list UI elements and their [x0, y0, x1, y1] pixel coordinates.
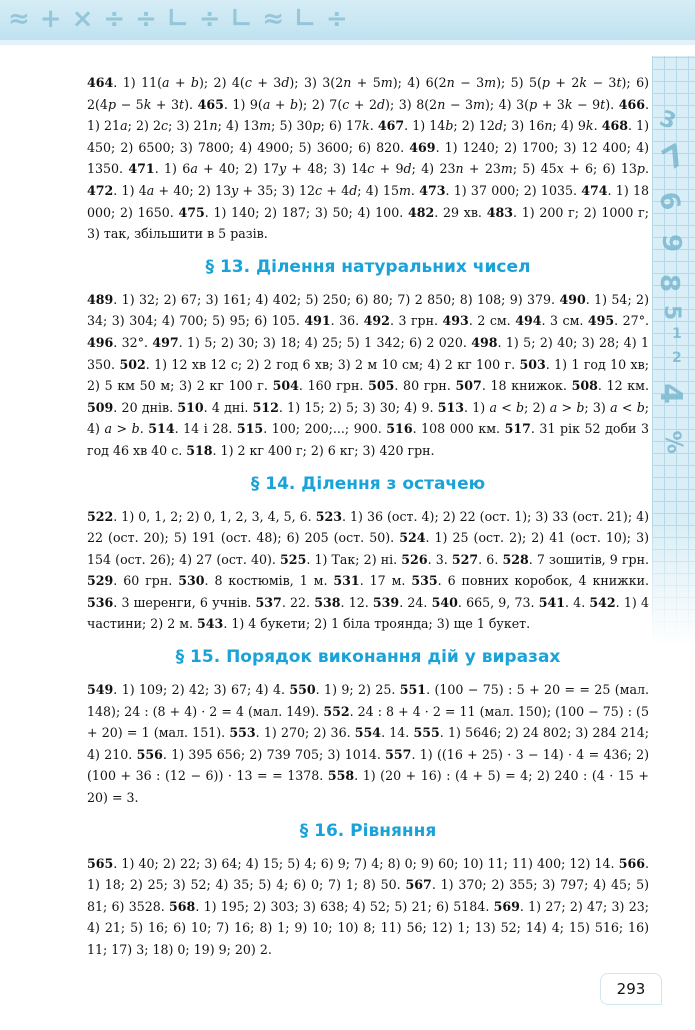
margin-glyph: 2	[672, 350, 682, 366]
answers-content	[87, 72, 649, 961]
section-15	[87, 635, 649, 809]
answers-paragraph: 565. 1) 40; 2) 22; 3) 64; 4) 15; 5) 4; 6) 9; 7) 4; 8) 0; 9) 60; 10) 11; 11) 400; 12) 14. 566. 1) 18; 2) 25; 3) 52; 4) 35; 5) 4; 6) 0; 7) 1; 8) 50. 567. 1) 370; 2) 355; 3) 797; 4) 45; 5) 81; 6) 3528. 568. 1) 195; 2) 303; 3) 638; 4) 52; 5) 21; 6) 5184. 569. 1) 27; 2) 47; 3) 23; 4) 21; 5) 16; 6) 10; 7) 16; 8) 1; 9) 10; 10) 8; 11) 56; 12) 1; 13) 52; 14) 4; 15) 516; 16) 11; 17) 3; 18) 0; 19) 9; 20) 2.	[87, 855, 649, 957]
answers-paragraph: 549. 1) 109; 2) 42; 3) 67; 4) 4. 550. 1) 9; 2) 25. 551. (100 − 75) : 5 + 20 = = 25 (мал. 148); 24 : (8 + 4) · 2 = 4 (мал. 149). 552. 24 : 8 + 4 · 2 = 11 (мал. 150); (100 − 75) : (5 + 20) = 1 (мал. 151). 553. 1) 270; 2) 36. 554. 14. 555. 1) 5646; 2) 24 802; 3) 284 214; 4) 210. 556. 1) 395 656; 2) 739 705; 3) 1014. 557. 1) ((16 + 25) · 3 − 14) · 4 = 436; 2) (100 + 36 : (12 − 6)) · 13 = = 1378. 558. 1) (20 + 16) : (4 + 5) = 4; 2) 240 : (4 · 15 + 20) = 3.	[87, 682, 650, 806]
header-divider	[0, 40, 695, 45]
answers-paragraph: 464. 1) 11(a + b); 2) 4(c + 3d); 3) 3(2n + 5m); 4) 6(2n − 3m); 5) 5(p + 2k − 3t); 6) 2(4p − 5k + 3t). 465. 1) 9(a + b); 2) 7(c + 2d); 3) 8(2n − 3m); 4) 3(p + 3k − 9t). 466. 1) 21a; 2) 2c; 3) 21n; 4) 13m; 5) 30p; 6) 17k. 467. 1) 14b; 2) 12d; 3) 16n; 4) 9k. 468. 1) 450; 2) 6500; 3) 7800; 4) 4900; 5) 3600; 6) 820. 469. 1) 1240; 2) 1700; 3) 12 400; 4) 1350. 471. 1) 6a + 40; 2) 17y + 48; 3) 14c + 9d; 4) 23n + 23m; 5) 45x + 6; 6) 13p. 472. 1) 4a + 40; 2) 13y + 35; 3) 12c + 4d; 4) 15m. 473. 1) 37 000; 2) 1035. 474. 1) 18 000; 2) 1650. 475. 1) 140; 2) 187; 3) 50; 4) 100. 482. 29 хв. 483. 1) 200 г; 2) 1000 г; 3) так, збільшити в 5 разів.	[87, 75, 650, 242]
header-decor-glyphs: ≈+×÷÷∟÷∟≈∟÷	[8, 4, 358, 34]
section-heading: § 16. Рівняння	[299, 820, 437, 841]
margin-glyph: 5	[659, 304, 685, 321]
decorative-header-band	[0, 0, 695, 40]
margin-glyph: 9	[656, 233, 687, 253]
margin-glyph: 3	[656, 106, 680, 135]
margin-glyph: 8	[654, 273, 685, 293]
margin-glyph: 4	[652, 383, 688, 404]
section-14	[87, 462, 649, 636]
answers-paragraph: 522. 1) 0, 1, 2; 2) 0, 1, 2, 3, 4, 5, 6. 523. 1) 36 (ост. 4); 2) 22 (ост. 1); 3) 33 (ост. 21); 4) 22 (ост. 20); 5) 191 (ост. 48); 6) 205 (ост. 50). 524. 1) 25 (ост. 2); 2) 41 (ост. 10); 3) 154 (ост. 26); 4) 27 (ост. 40). 525. 1) Так; 2) ні. 526. 3. 527. 6. 528. 7 зошитів, 9 грн. 529. 60 грн. 530. 8 костюмів, 1 м. 531. 17 м. 535. 6 повних коробок, 4 книжки. 536. 3 шеренги, 6 учнів. 537. 22. 538. 12. 539. 24. 540. 665, 9, 73. 541. 4. 542. 1) 4 частини; 2) 2 м. 543. 1) 4 букети; 2) 1 біла троянда; 3) ще 1 букет.	[87, 508, 650, 632]
margin-glyph: 6	[652, 189, 686, 213]
page-number: 293	[600, 973, 662, 1005]
section-16	[87, 809, 649, 961]
margin-glyph: %	[658, 429, 688, 456]
section-heading: § 15. Порядок виконання дій у виразах	[175, 647, 561, 668]
section-intro	[87, 72, 649, 245]
margin-glyph: 1	[672, 326, 682, 342]
margin-glyph: 7	[656, 137, 693, 178]
section-heading: § 13. Ділення натуральних чисел	[205, 256, 531, 277]
section-13	[87, 245, 649, 462]
section-heading: § 14. Ділення з остачею	[250, 473, 486, 494]
margin-grid-fade	[652, 520, 695, 646]
answers-paragraph: 489. 1) 32; 2) 67; 3) 161; 4) 402; 5) 250; 6) 80; 7) 2 850; 8) 108; 9) 379. 490. 1) 54; 2) 34; 3) 304; 4) 700; 5) 95; 6) 105. 491. 36. 492. 3 грн. 493. 2 см. 494. 3 см. 495. 27°. 496. 32°. 497. 1) 5; 2) 30; 3) 18; 4) 25; 5) 1 342; 6) 2 020. 498. 1) 5; 2) 40; 3) 28; 4) 1 350. 502. 1) 12 хв 12 с; 2) 2 год 6 хв; 3) 2 м 10 см; 4) 2 кг 100 г. 503. 1) 1 год 10 хв; 2) 5 км 50 м; 3) 2 кг 100 г. 504. 160 грн. 505. 80 грн. 507. 18 книжок. 508. 12 км. 509. 20 днів. 510. 4 дні. 512. 1) 15; 2) 5; 3) 30; 4) 9. 513. 1) a < b; 2) a > b; 3) a < b; 4) a > b. 514. 14 і 28. 515. 100; 200;...; 900. 516. 108 000 км. 517. 31 рік 52 доби 3 год 46 хв 40 с. 518. 1) 2 кг 400 г; 2) 6 кг; 3) 420 грн.	[87, 291, 649, 458]
